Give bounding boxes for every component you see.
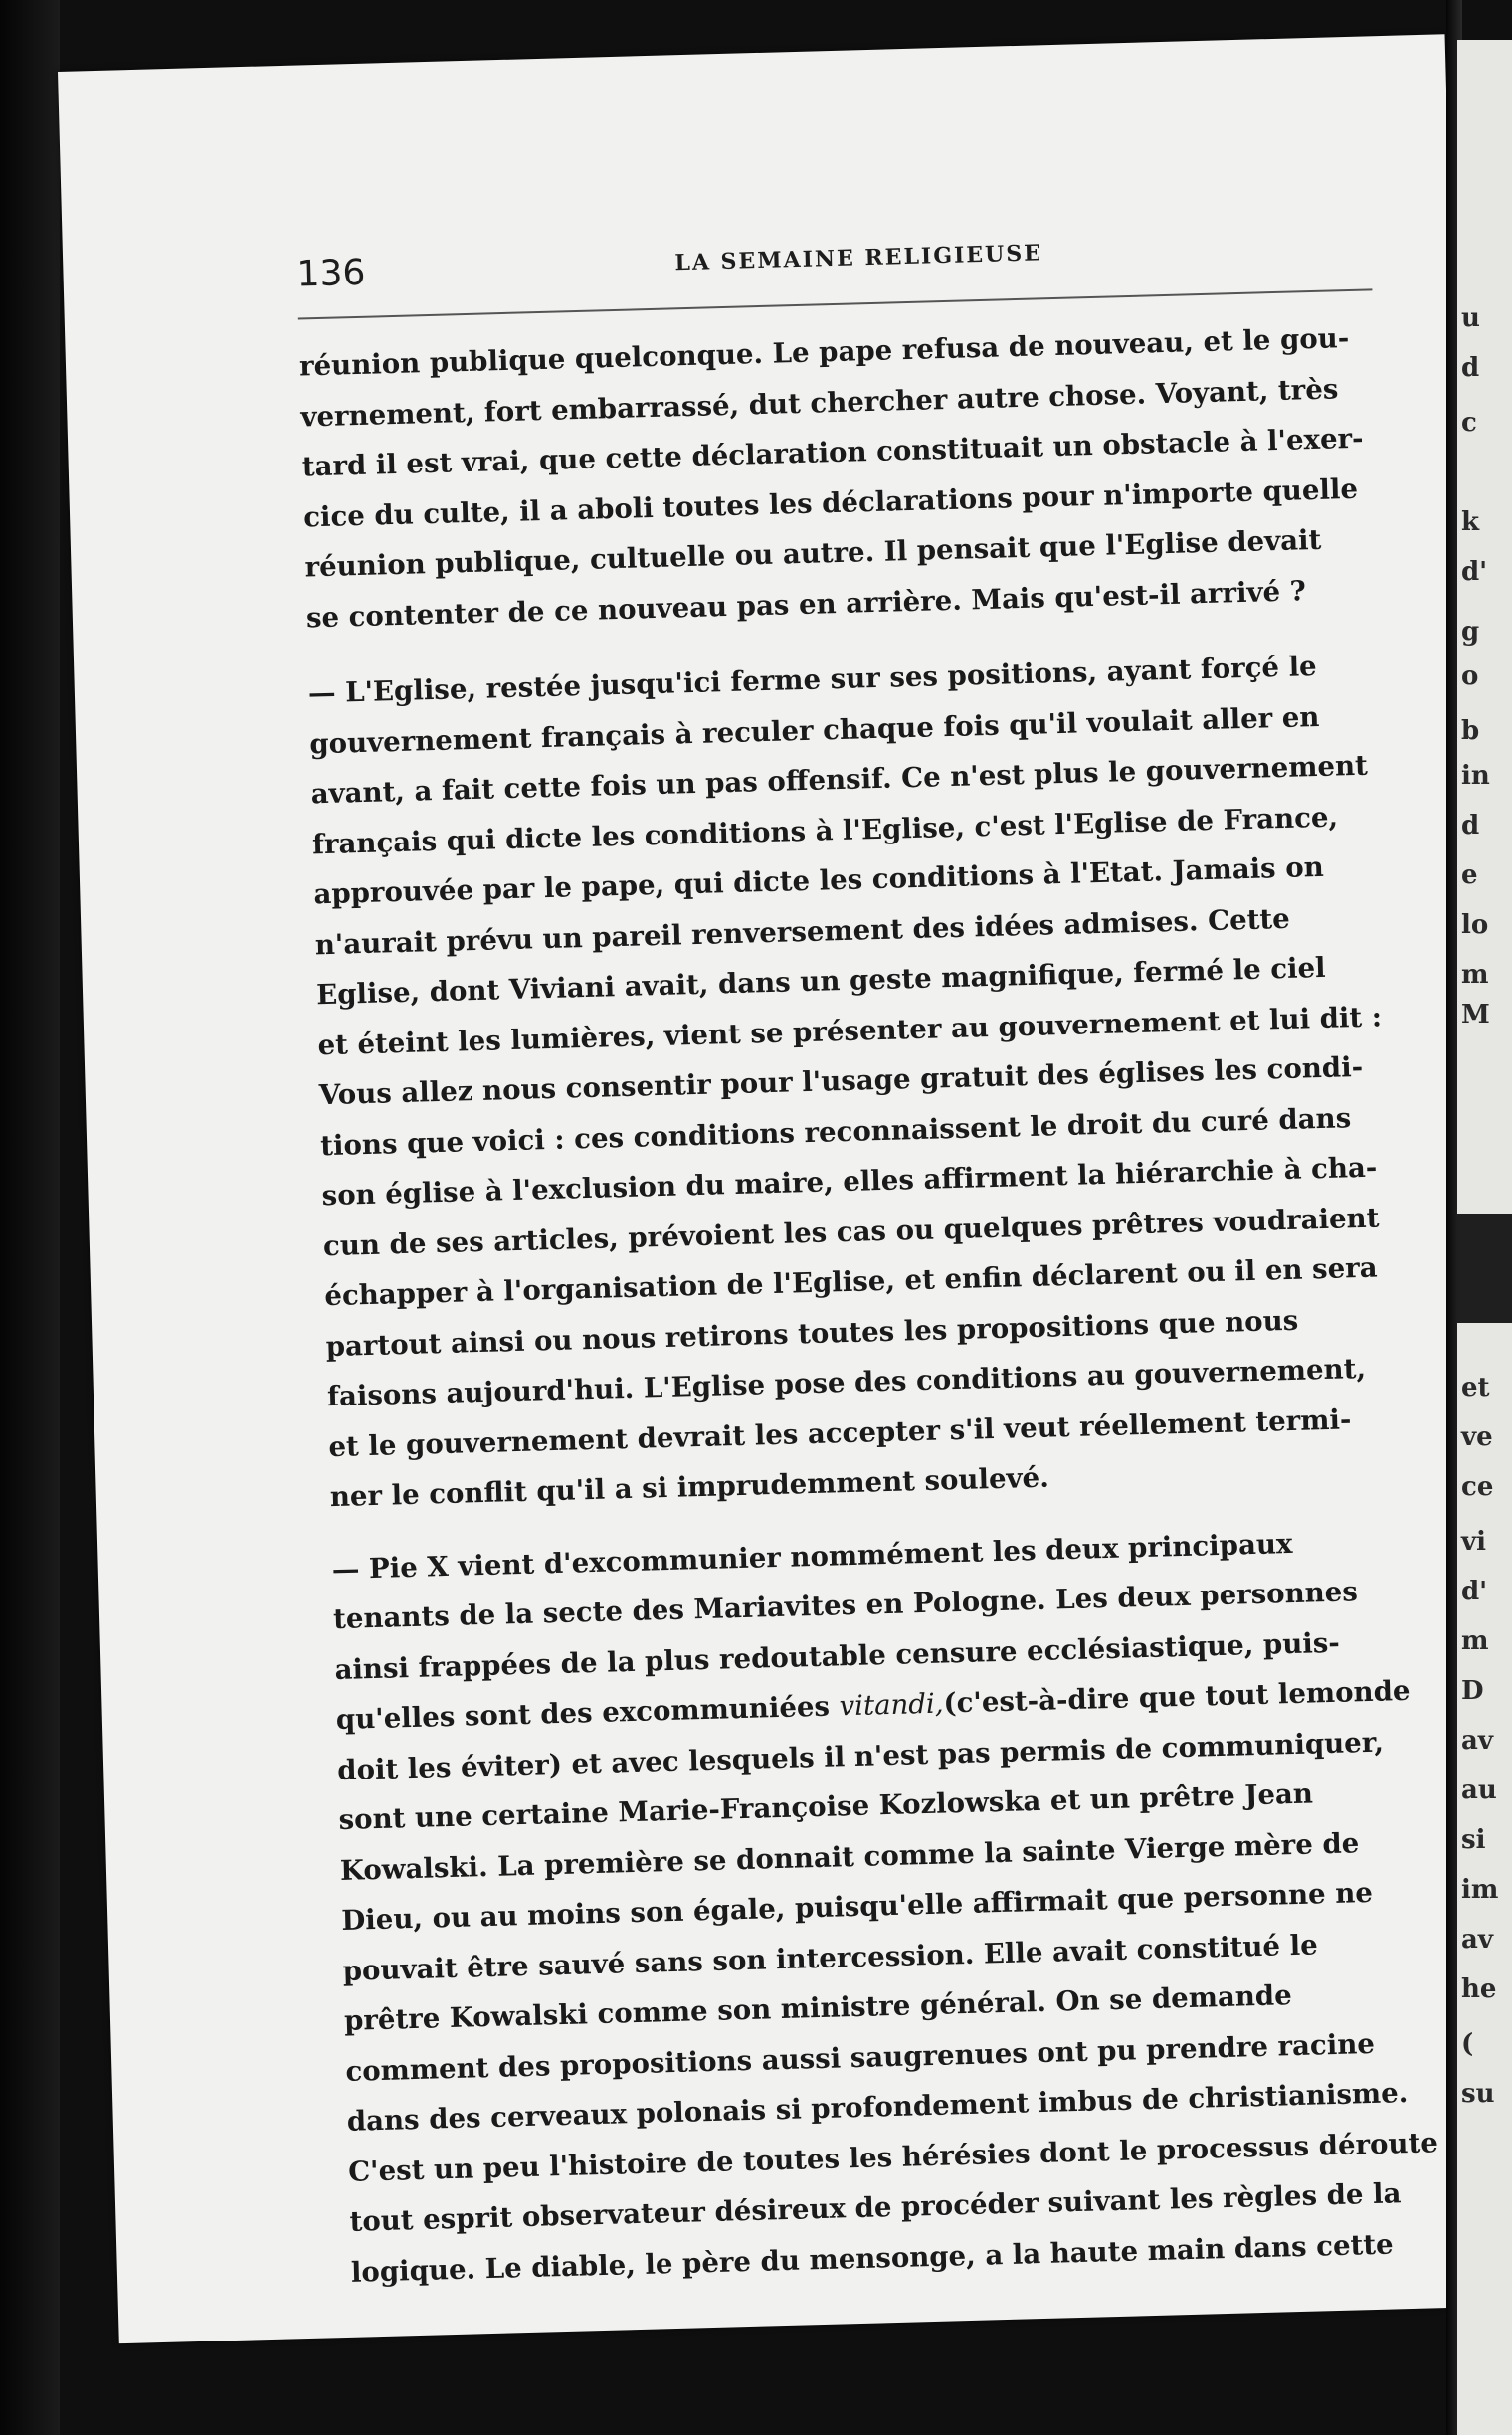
text-line: tions que voici : ces conditions reconnaissent le droit du curé dans <box>319 1100 1352 1162</box>
text-line: cun de ses articles, prévoient les cas ou quelques prêtres voudraient <box>322 1200 1380 1262</box>
paragraph-2 <box>307 640 1405 1522</box>
text-line: — L'Eglise, restée jusqu'ici ferme sur ses positions, ayant forçé le <box>307 649 1318 710</box>
page-content <box>296 225 1439 2319</box>
facing-page-fragment: o <box>1461 661 1479 691</box>
facing-page-fragment: d' <box>1461 1577 1488 1606</box>
text-line: Vous allez nous consentir pour l'usage gratuit des églises les condi- <box>318 1049 1364 1112</box>
facing-page-fragment: m <box>1461 960 1489 990</box>
text-line: dans des cerveaux polonais si profondement imbus de christianisme. <box>346 2076 1409 2138</box>
text-line: tout esprit observateur désireux de procéder suivant les règles de la <box>349 2176 1402 2238</box>
text-line: et le gouvernement devrait les accepter s'il veut réellement termi- <box>328 1402 1352 1463</box>
facing-page-fragment: D <box>1461 1676 1484 1706</box>
facing-page-fragment: lo <box>1461 910 1489 940</box>
text-line: Kowalski. La première se donnait comme la sainte Vierge mère de <box>339 1825 1360 1887</box>
text-line: partout ainsi ou nous retirons toutes les propositions que nous <box>325 1303 1299 1363</box>
text-line: gouvernement français à reculer chaque fois qu'il voulait aller en <box>308 699 1320 760</box>
text-line: doit les éviter) et avec lesquels il n'est pas permis de communiquer, <box>336 1725 1385 1786</box>
text-line: réunion publique quelconque. Le pape refusa de nouveau, et le gou- <box>298 320 1350 383</box>
facing-page-fragment: si <box>1461 1825 1486 1855</box>
text-line: faisons aujourd'hui. L'Eglise pose des conditions au gouvernement, <box>326 1351 1367 1413</box>
text-line: avant, a fait cette fois un pas offensif. Ce n'est plus le gouvernement <box>310 748 1369 811</box>
scan-left-margin <box>0 0 60 2435</box>
text-line: Dieu, ou au moins son égale, puisqu'elle affirmait que personne ne <box>340 1875 1374 1937</box>
facing-page-fragment: ce <box>1461 1472 1494 1502</box>
facing-page-fragment: in <box>1461 761 1490 791</box>
text-line: se contenter de ce nouveau pas en arrière. Mais qu'est-il arrivé ? <box>305 573 1307 634</box>
book-page <box>58 34 1506 2343</box>
text-line: comment des propositions aussi saugrenues ont pu prendre racine <box>345 2026 1376 2088</box>
facing-page-fragment: av <box>1461 1726 1493 1756</box>
page-number: 136 <box>296 252 366 295</box>
facing-page-fragment: vi <box>1461 1527 1486 1557</box>
text-run: qu'elles sont des excommuniées <box>335 1689 841 1737</box>
facing-page-fragment: b <box>1461 716 1480 746</box>
text-line: C'est un peu l'histoire de toutes les hérésies dont le processus déroute <box>347 2125 1439 2188</box>
text-line: Eglise, dont Viviani avait, dans un geste magnifique, fermé le ciel <box>315 950 1326 1012</box>
facing-page-fragment: c <box>1461 408 1477 438</box>
ornament-fragment <box>1457 1214 1512 1323</box>
text-line: prêtre Kowalski comme son ministre général. On se demande <box>343 1978 1293 2037</box>
facing-page-fragment: im <box>1461 1875 1499 1905</box>
text-run: (c'est-à-dire que tout lemonde <box>943 1673 1411 1720</box>
facing-page-fragment: d' <box>1461 557 1488 587</box>
facing-page-fragment: k <box>1461 507 1480 537</box>
text-line: cice du culte, il a aboli toutes les déclarations pour n'importe quelle <box>302 471 1359 533</box>
text-line: ner le conflit qu'il a si imprudemment soulevé. <box>329 1460 1050 1514</box>
running-title: LA SEMAINE RELIGIEUSE <box>674 240 1043 277</box>
running-head <box>296 225 1372 311</box>
text-line: tenants de la secte des Mariavites en Pologne. Les deux personnes <box>332 1575 1359 1636</box>
facing-page-fragment: he <box>1461 1974 1497 2004</box>
text-line: pouvait être sauvé sans son intercession. Elle avait constitué le <box>342 1927 1319 1987</box>
text-line: réunion publique, cultuelle ou autre. Il pensait que l'Eglise devait <box>304 522 1322 584</box>
text-line: logique. Le diable, le père du mensonge, a la haute main dans cette <box>350 2226 1394 2289</box>
text-line: vernement, fort embarrassé, dut chercher autre chose. Voyant, très <box>300 371 1339 434</box>
paragraph-1 <box>298 312 1381 643</box>
facing-page-edge <box>1457 40 1512 2435</box>
facing-page-fragment: M <box>1461 1000 1490 1030</box>
text-line: ainsi frappées de la plus redoutable censure ecclésiastique, puis- <box>334 1625 1341 1686</box>
text-line: et éteint les lumières, vient se présenter au gouvernement et lui dit : <box>317 999 1383 1061</box>
facing-page-fragment: ( <box>1461 2029 1474 2059</box>
text-line: sont une certaine Marie-Françoise Kozlowska et un prêtre Jean <box>338 1777 1314 1836</box>
facing-page-fragment: su <box>1461 2079 1495 2109</box>
text-line: échapper à l'organisation de l'Eglise, et enfin déclarent ou il en sera <box>323 1250 1378 1313</box>
text-line: approuvée par le pape, qui dicte les conditions à l'Etat. Jamais on <box>313 849 1325 911</box>
facing-page-fragment: av <box>1461 1925 1493 1955</box>
text-line: français qui dicte les conditions à l'Eglise, c'est l'Eglise de France, <box>311 799 1339 860</box>
facing-page-fragment: e <box>1461 860 1478 890</box>
text-line: — Pie X vient d'excommunier nommément les deux principaux <box>331 1526 1293 1586</box>
facing-page-fragment: au <box>1461 1776 1497 1805</box>
facing-page-fragment: d <box>1461 811 1480 841</box>
facing-page-fragment: u <box>1461 303 1480 333</box>
facing-page-fragment: d <box>1461 353 1480 383</box>
text-line: son église à l'exclusion du maire, elles affirment la hiérarchie à cha- <box>321 1150 1378 1213</box>
facing-page-fragment: et <box>1461 1373 1490 1403</box>
text-line: n'aurait prévu un pareil renversement des idées admises. Cette <box>314 901 1291 961</box>
facing-page-fragment: ve <box>1461 1422 1493 1452</box>
text-line: tard il est vrai, que cette déclaration constituait un obstacle à l'exer- <box>301 421 1364 483</box>
facing-page-fragment: g <box>1461 617 1480 647</box>
italic-term: vitandi, <box>839 1686 944 1723</box>
facing-page-fragment: m <box>1461 1626 1489 1656</box>
paragraph-3 <box>331 1515 1439 2297</box>
